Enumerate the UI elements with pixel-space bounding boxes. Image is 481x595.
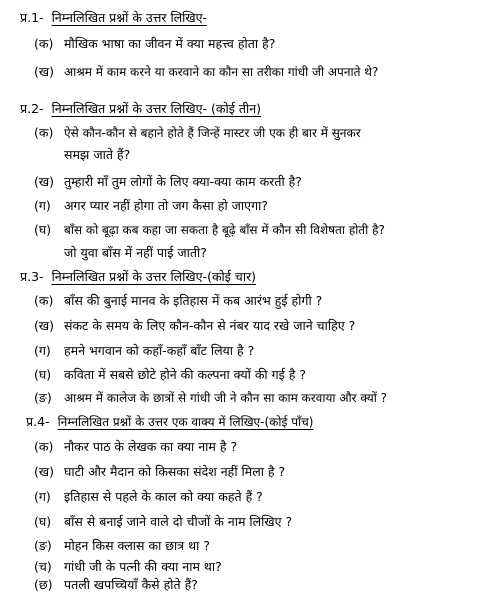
question-label: (ग) [34, 489, 51, 504]
question-text: नौकर पाठ के लेखक का क्या नाम है ? [64, 439, 238, 454]
question-label: (ख) [34, 64, 54, 79]
section-title: निम्नलिखित प्रश्नों के उत्तर लिखिए-(कोई चार) [51, 269, 257, 284]
question-text: जो युवा बाँस में नहीं पाई जाती? [64, 245, 207, 260]
question-text: समझ जाते हैं? [64, 147, 131, 162]
question-label: (क) [34, 293, 54, 308]
question-text: आश्रम में कालेज के छात्रों से गांधी जी ने कौन सा काम करवाया और क्यों ? [64, 391, 388, 405]
question-item [34, 558, 222, 576]
question-text: कविता में सबसे छोटे होने की कल्पना क्यों की गई है ? [64, 367, 307, 382]
question-text: घाटी और मैदान को किसका संदेश नहीं मिला है ? [64, 464, 286, 479]
section-number: प्र.4- [26, 414, 50, 429]
question-label: (घ) [34, 222, 52, 237]
question-label: (घ) [34, 367, 52, 382]
question-text: गांधी जी के पत्नी की क्या नाम था? [64, 559, 222, 574]
question-text: ऐसे कौन-कौन से बहाने होते हैं जिन्हें मास्टर जी एक ही बार में सुनकर [64, 126, 361, 140]
question-continuation [64, 244, 207, 262]
section-number: प्र.2- [20, 101, 44, 116]
question-item [34, 488, 263, 506]
question-label: (क) [34, 125, 54, 140]
question-item [34, 197, 268, 215]
question-text: मौखिक भाषा का जीवन में क्या महत्त्व होता है? [64, 36, 276, 51]
section-3-heading [20, 268, 256, 286]
question-text: अगर प्यार नहीं होगा तो जग कैसा हो जाएगा? [64, 198, 268, 213]
question-item [34, 513, 292, 531]
question-item [34, 124, 361, 142]
question-text: पतली खपच्चियाँ कैसे होते हैं? [64, 577, 198, 592]
section-2-heading [20, 100, 261, 118]
section-number: प्र.3- [20, 269, 44, 284]
question-text: मोहन किस क्लास का छात्र था ? [64, 538, 210, 553]
question-label: (ख) [34, 174, 54, 189]
section-title: निम्नलिखित प्रश्नों के उत्तर लिखिए- [51, 10, 208, 25]
section-title: निम्नलिखित प्रश्नों के उत्तर एक वाक्य में लिखिए-(कोई पाँच) [57, 415, 314, 429]
question-item [34, 537, 210, 555]
question-text: संकट के समय के लिए कौन-कौन से नंबर याद रखे जाने चाहिए ? [64, 318, 356, 333]
question-item [34, 438, 237, 456]
section-number: प्र.1- [20, 10, 44, 25]
question-text: हमने भगवान को कहाँ-कहाँ बाँट लिया है ? [64, 343, 255, 358]
question-label: (ङ) [34, 538, 52, 553]
question-item [34, 463, 285, 481]
question-item [34, 63, 378, 81]
question-item [34, 366, 306, 384]
question-text: तुम्हारी माँ तुम लोगों के लिए क्या-क्या काम करती है? [64, 174, 302, 189]
question-label: (ङ) [34, 390, 52, 405]
section-1-heading [20, 9, 207, 27]
section-4-heading [26, 413, 313, 431]
question-item [34, 389, 387, 407]
question-text: इतिहास से पहले के काल को क्या कहते हैं ? [64, 489, 263, 504]
question-label: (घ) [34, 514, 52, 529]
question-label: (क) [34, 439, 54, 454]
question-label: (छ) [34, 577, 53, 592]
question-item [34, 173, 302, 191]
question-label: (ख) [34, 318, 54, 333]
question-item [34, 342, 254, 360]
question-text: आश्रम में काम करने या करवाने का कौन सा तरीका गांधी जी अपनाते थे? [64, 65, 379, 79]
question-item [34, 292, 322, 310]
question-label: (च) [34, 559, 52, 574]
question-text: बाँस को बूढ़ा कब कहा जा सकता है बूढ़े बाँस में कौन सी विशेषता होती है? [64, 223, 385, 237]
question-continuation [64, 146, 130, 164]
question-label: (ग) [34, 343, 51, 358]
question-label: (ग) [34, 198, 51, 213]
question-text: बाँस से बनाई जाने वाले दो चीजों के नाम लिखिए ? [64, 514, 293, 529]
question-label: (क) [34, 36, 54, 51]
question-item [34, 221, 385, 239]
question-item [34, 317, 355, 335]
question-text: बाँस की बुनाई मानव के इतिहास में कब आरंभ हुई होगी ? [64, 293, 323, 308]
question-label: (ख) [34, 464, 54, 479]
question-item [34, 576, 198, 594]
question-item [34, 35, 275, 53]
section-title: निम्नलिखित प्रश्नों के उत्तर लिखिए- (कोई तीन) [51, 101, 262, 116]
